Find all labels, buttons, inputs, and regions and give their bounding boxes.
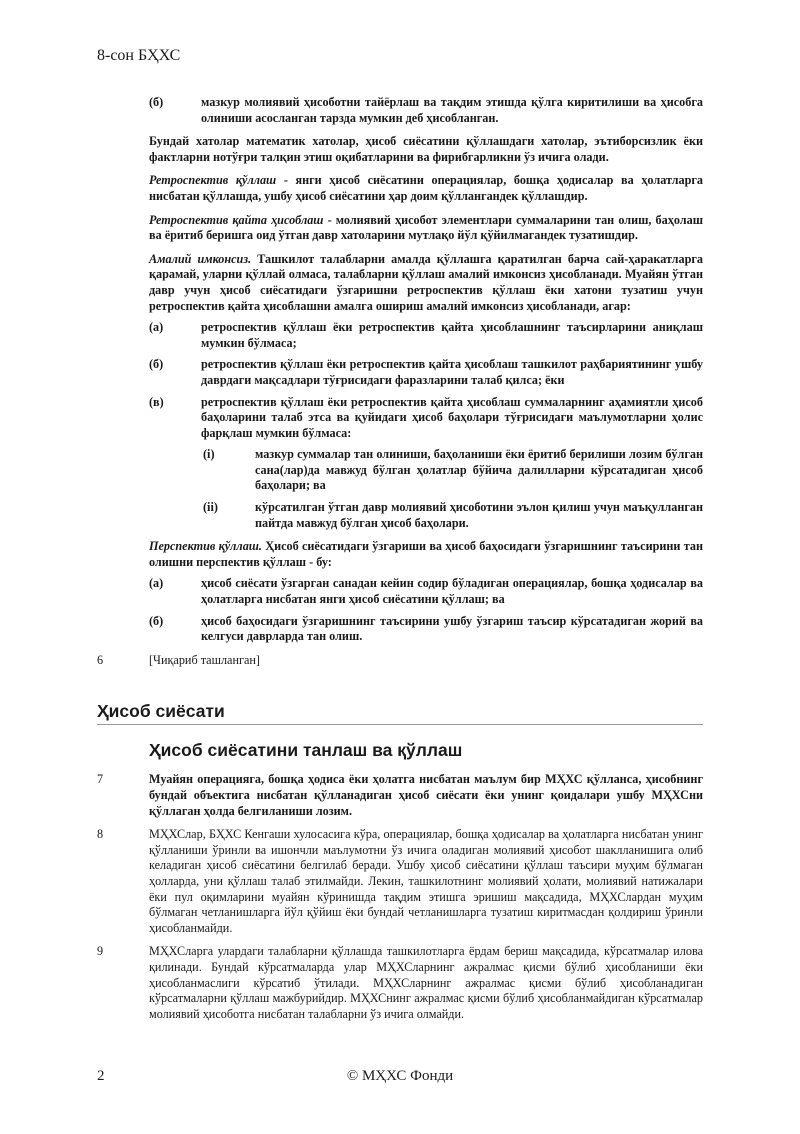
paragraph-number: 8 [97,827,104,842]
footer-copyright: © МҲХС Фонди [346,1068,454,1084]
list-item-p5c [149,394,703,442]
paragraph-errors: Бундай хатолар математик хатолар, ҳисоб сиёсатини қўллашдаги хатолар, эътиборсизлик ёки фактларни нотўғри талқин этиш оқибатларини ва фирибгарликни ўз ичига олади. [149,134,703,164]
paragraph-text: МҲХСлар, БҲХС Кенгаши хулосасига кўра, операциялар, бошқа ҳодисалар ва ҳолатларга нисбатан унинг қўлланиши ўринли ва ишончли маълумотни ўз ичига оладиган молиявий ҳисобот шаклланишига олиб келадиган ҳисоб сиёсатини белгилаб беради. Ушбу ҳисоб сиёсатини қўллаш таъсири муҳим бўлмаган ҳолларда, уни қўллаш талаб этилмайди. Лекин, ташкилотнинг молиявий ҳолати, молиявий натижалари ёки пул оқимларини муайян кўринишда тақдим этишга эришиш мақсадида, МҲХСлардан муҳим бўлмаган четланишларга йўл қўйиш ёки бундай четланишларга тузатиш киритмасдан қолдириш ўринли ҳисобланмайди. [149,827,703,935]
list-text: мазкур молиявий ҳисоботни тайёрлаш ва тақдим этишда қўлга киритилиши ва ҳисобга олиниши асосланган тарзда мумкин деб ҳисобланган. [201,95,703,125]
numbered-paragraph-7 [97,772,703,819]
list-label: (б) [149,613,164,628]
list-item-p1 [149,95,703,126]
list-text: ҳисоб баҳосидаги ўзгаришнинг таъсирини ушбу ўзгариш таъсир кўрсатадиган жорий ва келгуси даврларда тан олиш. [201,613,703,644]
definition-impracticable [149,252,703,314]
running-header: 8-сон БҲХС [97,47,181,64]
definition-text: Ташкилот талабларни амалда қўллашга қаратилган барча сай-ҳаракатларга қарамай, уларни қўллай олмаса, талабларни қўллаш амалий имконсиз ҳисобланади. Муайян ўтган давр учун ҳисоб сиёсатидаги ўзгаришни ретроспектив қўллаш ёки хатони тузатиш учун ретроспектив қайта ҳисоблашни амалга ошириш амалий имконсиз ҳисобланади, агар: [149,251,703,313]
paragraph-number: 9 [97,944,104,959]
defined-term: Амалий имконсиз. [149,251,252,266]
list-label: (ii) [203,500,218,515]
section-heading: Ҳисоб сиёсати [97,700,703,725]
list-text: ретроспектив қўллаш ёки ретроспектив қайта ҳисоблаш ташкилот раҳбариятининг ушбу даврдаги мақсадлари тўғрисидаги фаразларини талаб қилса; ёки [201,357,703,387]
list-item-p5b [149,357,703,388]
list-label: (а) [149,320,164,335]
defined-term: Перспектив қўллаш. [149,539,262,554]
defined-term: Ретроспектив қўллаш [149,173,277,188]
list-item-p5ci [203,447,703,494]
paragraph-text: [Чиқариб ташланган] [149,652,260,667]
paragraph-number: 7 [97,772,104,787]
definition-text: Ҳисоб сиёсатидаги ўзгариши ва ҳисоб баҳосидаги ўзгаришнинг таъсирини тан олишни перспектив қўллаш - бу: [149,539,703,569]
defined-term: Ретроспектив қайта ҳисоблаш [149,212,324,227]
definition-text: - янги ҳисоб сиёсатини операциялар, бошқа ҳодисалар ва ҳолатларга нисбатан қўллашда, ушбу ҳисоб сиёсатини ҳар доим қўллангандек қўллашдир. [149,173,703,203]
definition-retrospective-application [149,173,703,204]
subsection-heading: Ҳисоб сиёсатини танлаш ва қўллаш [149,740,463,761]
list-label: (б) [149,95,164,109]
list-text: ретроспектив қўллаш ёки ретроспектив қайта ҳисоблашнинг таъсирларини аниқлаш мумкин бўлмаса; [201,320,703,350]
definition-retrospective-restatement [149,213,703,244]
paragraph-text: МҲХСларга улардаги талабларни қўллашда ташкилотларга ёрдам бериш мақсадида, кўрсатмалар илова қилинади. Бундай кўрсатмаларда улар МҲХСларнинг ажралмас қисми бўлиб ҳисобланиши ёки ҳисобланмаслиги кўрсатиб ўтилади. МҲХСларнинг ажралмас қисми бўлиб ҳисобланадиган кўрсатмаларни қўллаш мажбурийдир. МҲХСнинг ажралмас қисми бўлиб ҳисобланмайдиган кўрсатмалар молиявий ҳисоботга нисбатан талабларни ўз ичига олмайди. [149,944,703,1021]
list-text: кўрсатилган ўтган давр молиявий ҳисоботини эълон қилиш учун маъқулланган пайтда мавжуд бўлган ҳисоб баҳолари. [255,500,703,530]
list-item-p6b [149,613,703,645]
numbered-paragraph-8 [97,827,703,936]
paragraph-number: 6 [97,652,104,667]
page-body [0,95,800,1022]
definition-text: - молиявий ҳисобот элементлари суммаларини тан олиш, баҳолаш ва ёритиб беришга оид ўтган давр хатоларини мутлақо йўл қўйилмагандек тузатишдир. [149,212,703,243]
list-label: (в) [149,394,164,409]
list-item-p5cii [203,500,703,531]
paragraph-text: Муайян операцияга, бошқа ҳодиса ёки ҳолатга нисбатан маълум бир МҲХС қўлланса, ҳисобнинг бундай объектига нисбатан қўлланадиган ҳисоб сиёсати ёки унинг қоидалари ушбу МҲХСни қўллаган ҳолда белгиланиши лозим. [149,772,703,818]
list-item-p5a [149,320,703,351]
list-item-p6a [149,576,703,607]
numbered-paragraph-6 [97,652,703,669]
list-text: мазкур суммалар тан олиниши, баҳоланиши ёки ёритиб берилиши лозим бўлган сана(лар)да мавжуд бўлган ҳолатлар бўйича далилларни кўрсатадиган ҳисоб баҳолари; ва [255,447,703,493]
list-label: (б) [149,357,164,372]
list-label: (i) [203,447,215,462]
page-number: 2 [97,1068,105,1084]
list-label: (а) [149,576,164,591]
definition-prospective-application [149,539,703,570]
list-text: ретроспектив қўллаш ёки ретроспектив қайта ҳисоблаш суммаларнинг аҳамиятли ҳисоб баҳоларини талаб этса ва қуйидаги ҳисоб баҳолари тўғрисидаги маълумотларни ҳолис фарқлаш мумкин бўлмаса: [201,394,703,440]
numbered-paragraph-9 [97,944,703,1022]
list-text: ҳисоб сиёсати ўзгарган санадан кейин содир бўладиган операциялар, бошқа ҳодисалар ва ҳолатларга нисбатан янги ҳисоб сиёсатини қўллаш; ва [201,576,703,607]
